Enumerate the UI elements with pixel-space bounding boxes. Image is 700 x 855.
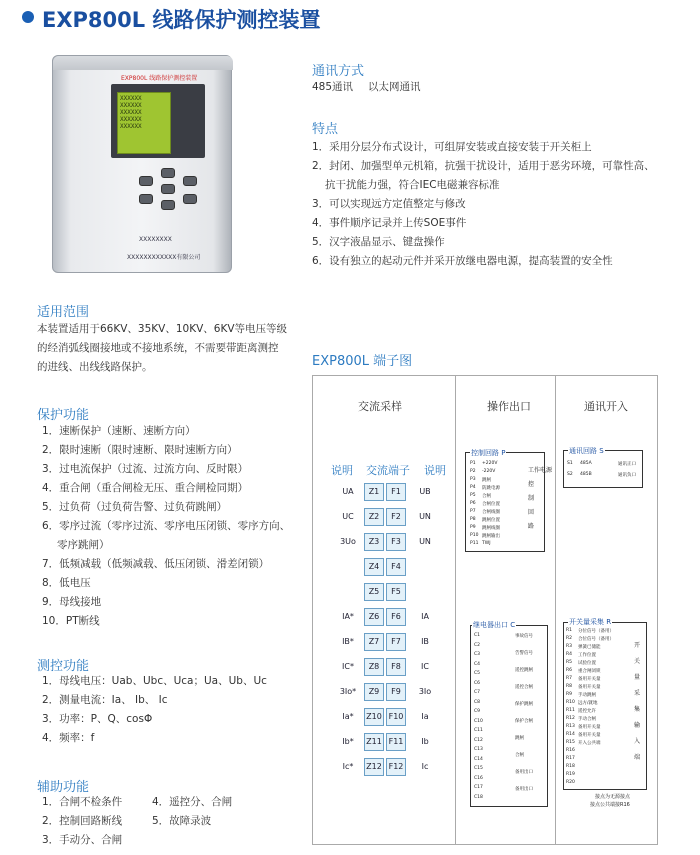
key-left-icon	[139, 176, 153, 186]
lcd-line: XXXXXX	[120, 123, 142, 130]
switch-row-desc: 重合闸闭锁	[578, 669, 601, 674]
relay-row-desc: 遥控跳闸	[515, 668, 533, 673]
aux-list-right	[152, 793, 232, 831]
ac-terminal-z: Z3	[364, 533, 384, 551]
switch-note: 接点公共端接R16	[590, 802, 630, 808]
ac-left-desc: IA*	[342, 612, 354, 621]
switch-row-desc: 备用开关量	[578, 725, 601, 730]
key-right-icon	[183, 176, 197, 186]
comm-heading: 通讯方式	[312, 64, 365, 79]
switch-row-id: R9	[566, 692, 572, 697]
ac-right-desc: Ib	[421, 737, 429, 746]
keypad	[139, 168, 199, 228]
scope-line: 本装置适用于66KV、35KV、10KV、6KV等电压等级	[37, 323, 288, 335]
switch-side-label: 集	[634, 706, 641, 713]
ac-terminal-z: Z4	[364, 558, 384, 576]
ac-right-desc: UB	[419, 487, 431, 496]
measure-item: 1．母线电压：Uab、Ubc、Uca；Ua、Ub、Uc	[42, 675, 267, 687]
aux-item: 5．故障录波	[152, 815, 212, 827]
feature-item: 抗干扰能力强，符合IEC电磁兼容标准	[325, 179, 500, 191]
switch-row-id: R7	[566, 676, 572, 681]
ac-terminal-f: F2	[386, 508, 406, 526]
relay-row-desc: 保护合闸	[515, 719, 533, 724]
ac-right-desc: UN	[419, 512, 431, 521]
comm-row-desc: 485B	[580, 472, 592, 477]
ctrl-row-id: P7	[470, 509, 476, 514]
ac-terminal-f: F10	[386, 708, 406, 726]
relay-box-title: 继电器出口 C	[473, 621, 516, 629]
measure-item: 4．频率：f	[42, 732, 95, 744]
ac-terminal-z: Z1	[364, 483, 384, 501]
title-bullet-icon	[22, 11, 34, 23]
protection-item: 10．PT断线	[42, 615, 100, 627]
diagram-divider	[455, 375, 456, 845]
sub-left-heading: 说明	[331, 464, 353, 477]
switch-row-desc: 手动合闸	[578, 717, 596, 722]
comm-item: 以太网通讯	[368, 81, 421, 93]
switch-row-id: R15	[566, 740, 575, 745]
ac-terminal-f: F7	[386, 633, 406, 651]
relay-row-id: C7	[474, 690, 481, 695]
ac-terminal-z: Z10	[364, 708, 384, 726]
switch-side-label: 采	[634, 690, 641, 697]
relay-row-id: C18	[474, 794, 483, 800]
measure-list	[42, 672, 267, 748]
switch-row-id: R14	[566, 732, 575, 737]
switch-row-id: R8	[566, 684, 572, 689]
switch-row-id: R19	[566, 772, 575, 777]
comm-box-title: 通讯回路 S	[569, 447, 604, 455]
protection-item: 零序跳闸）	[57, 539, 110, 551]
relay-row-id: C1	[474, 633, 481, 638]
switch-note: 接点为无源接点	[595, 794, 631, 800]
protection-item: 6．零序过流（零序过流、零序电压闭锁、零序方向、	[42, 520, 291, 532]
comm-row-id: S1	[567, 461, 573, 466]
protection-item: 8．低电压	[42, 577, 91, 589]
aux-heading: 辅助功能	[37, 780, 90, 795]
ac-left-desc: 3Uo	[340, 537, 356, 546]
ctrl-row-id: P9	[470, 525, 476, 530]
comm-row-side: 通讯正口	[618, 462, 636, 467]
diagram-divider	[555, 375, 556, 845]
ctrl-row-id: P3	[470, 477, 476, 482]
lcd-line: XXXXXX	[120, 109, 142, 116]
key-reset-icon	[183, 194, 197, 204]
ctrl-row-id: P11	[470, 541, 479, 546]
comm-row-desc: 485A	[580, 461, 592, 466]
sub-right-heading: 说明	[424, 464, 446, 477]
ac-right-desc: 3Io	[418, 687, 432, 696]
ctrl-row-id: P2	[470, 469, 476, 474]
switch-row-id: R4	[566, 652, 572, 657]
page-title: EXP800L 线路保护测控装置	[42, 8, 321, 32]
switch-row-desc: 遥控允许	[578, 709, 596, 714]
relay-row-desc: 备用出口	[515, 787, 533, 792]
ac-left-desc: UA	[342, 487, 354, 496]
ctrl-row-id: P6	[470, 501, 476, 506]
ac-terminal-f: F8	[386, 658, 406, 676]
scope-line: 的进线、出线线路保护。	[37, 361, 153, 373]
ac-terminal-z: Z12	[364, 758, 384, 776]
measure-item: 3．功率：P、Q、cosΦ	[42, 713, 153, 725]
relay-row-id: C9	[474, 709, 481, 714]
relay-row-id: C4	[474, 661, 481, 667]
feature-item: 6．设有独立的起动元件并采开放继电器电源，提高装置的安全性	[312, 255, 613, 267]
relay-row-id: C16	[474, 775, 483, 781]
comm-item: 485通讯	[312, 81, 354, 93]
switch-row-id: R3	[566, 644, 572, 649]
relay-row-id: C10	[474, 718, 483, 724]
relay-row-id: C17	[474, 785, 483, 790]
ctrl-row-desc: 合闸	[482, 494, 491, 499]
relay-row-desc: 事故信号	[515, 634, 533, 639]
ac-right-desc: IB	[421, 637, 429, 646]
ac-terminal-z: Z7	[364, 633, 384, 651]
ctrl-row-desc: TWJ	[482, 541, 491, 546]
switch-row-desc: 分位信号（备用）	[578, 629, 614, 634]
scope-text	[37, 320, 287, 377]
ac-left-desc: Ic*	[342, 762, 354, 771]
switch-row-desc: 备用开关量	[578, 685, 601, 690]
switch-row-desc: 工作位置	[578, 653, 596, 658]
relay-row-id: C14	[474, 756, 483, 762]
ctrl-side-label: 路	[528, 523, 535, 530]
relay-row-id: C6	[474, 680, 481, 686]
relay-row-id: C5	[474, 671, 481, 676]
relay-row-id: C11	[474, 728, 483, 733]
relay-row-id: C3	[474, 652, 481, 657]
switch-row-desc: 备用开关量	[578, 677, 601, 682]
device-panel-label: EXP800L 线路保护测控装置	[121, 75, 198, 82]
key-down-icon	[161, 200, 175, 210]
ac-right-desc: IA	[421, 612, 429, 621]
col-op-heading: 操作出口	[487, 400, 531, 413]
sub-mid-heading: 交流端子	[366, 464, 410, 477]
protection-item: 2．限时速断（限时速断、限时速断方向）	[42, 444, 238, 456]
switch-row-id: R10	[566, 700, 575, 705]
ctrl-row-id: P8	[470, 517, 476, 522]
aux-item: 1．合闸不检条件	[42, 796, 123, 808]
ctrl-row-desc: +220V	[482, 461, 498, 466]
relay-row-desc: 合闸	[515, 753, 524, 758]
switch-row-id: R17	[566, 756, 575, 761]
relay-row-id: C15	[474, 766, 483, 771]
ac-left-desc: IB*	[342, 637, 354, 646]
ac-terminal-f: F9	[386, 683, 406, 701]
switch-row-id: R13	[566, 724, 575, 729]
key-enter-icon	[161, 184, 175, 194]
aux-item: 3．手动分、合闸	[42, 834, 123, 846]
protection-item: 5．过负荷（过负荷告警、过负荷跳闸）	[42, 501, 228, 513]
lcd-line: XXXXXX	[120, 102, 142, 109]
col-comm-heading: 通讯开入	[584, 400, 628, 413]
comm-row-id: S2	[567, 472, 573, 477]
switch-side-label: 入	[634, 738, 641, 745]
protection-item: 4．重合闸（重合闸检无压、重合闸检同期）	[42, 482, 249, 494]
switch-side-label: 开	[634, 642, 641, 649]
switch-row-id: R1	[566, 628, 572, 633]
feature-item: 3．可以实现远方定值整定与修改	[312, 198, 466, 210]
protection-item: 9．母线接地	[42, 596, 102, 608]
ctrl-row-desc: 跳闸输出	[482, 534, 500, 539]
relay-row-id: C13	[474, 747, 483, 752]
ctrl-row-id: P1	[470, 461, 476, 466]
measure-item: 2．测量电流：Ia、 Ib、 Ic	[42, 694, 168, 706]
switch-row-id: R16	[566, 748, 575, 753]
switch-row-desc: 备用开关量	[578, 733, 601, 738]
switch-row-id: R18	[566, 764, 575, 769]
protection-item: 1．速断保护（速断、速断方向）	[42, 425, 196, 437]
switch-row-id: R5	[566, 660, 572, 665]
ctrl-box-title: 控制回路 P	[471, 449, 506, 457]
ac-terminal-f: F5	[386, 583, 406, 601]
device-brand: XXXXXXXX	[139, 236, 172, 243]
features-list	[312, 138, 655, 271]
relay-row-desc: 保护跳闸	[515, 702, 533, 707]
feature-item: 1．采用分层分布式设计，可组屏安装或直接安装于开关柜上	[312, 141, 592, 153]
scope-heading: 适用范围	[37, 305, 90, 320]
terminal-heading: EXP800L 端子图	[312, 354, 413, 369]
ac-left-desc: Ib*	[342, 737, 354, 746]
ac-terminal-f: F12	[386, 758, 406, 776]
scope-line: 的经消弧线圈接地或不接地系统，不需要带距离测控	[37, 342, 279, 354]
ac-left-desc: Ia*	[342, 712, 354, 721]
col-ac-heading: 交流采样	[358, 400, 402, 413]
ctrl-row-desc: 合闸位置	[482, 502, 500, 507]
switch-row-desc: 远方/就地	[578, 701, 598, 706]
ac-terminal-z: Z5	[364, 583, 384, 601]
feature-item: 2．封闭、加强型单元机箱，抗强干扰设计，适用于恶劣环境，可靠性高、	[312, 160, 655, 172]
relay-row-id: C12	[474, 737, 483, 743]
ctrl-row-desc: 跳闸线圈	[482, 526, 500, 531]
ctrl-side-label: 制	[528, 495, 535, 502]
ac-terminal-f: F4	[386, 558, 406, 576]
ac-terminal-f: F1	[386, 483, 406, 501]
switch-row-desc: 弹簧已储能	[578, 645, 601, 650]
device-company: XXXXXXXXXXXX有限公司	[127, 254, 201, 261]
switch-row-desc: 试验位置	[578, 661, 596, 666]
switch-row-id: R11	[566, 708, 575, 713]
switch-side-label: 端	[634, 754, 641, 761]
relay-row-desc: 告警信号	[515, 651, 533, 656]
ac-right-desc: IC	[421, 662, 429, 671]
relay-row-desc: 遥控合闸	[515, 685, 533, 690]
measure-heading: 测控功能	[37, 659, 90, 674]
switch-box-title: 开关量采集 R	[569, 618, 612, 626]
switch-row-id: R6	[566, 668, 572, 673]
ac-terminal-f: F6	[386, 608, 406, 626]
feature-item: 5．汉字液晶显示、键盘操作	[312, 236, 445, 248]
ac-terminal-f: F3	[386, 533, 406, 551]
ac-terminal-z: Z8	[364, 658, 384, 676]
device-photo	[52, 55, 232, 273]
ctrl-side-label: 工作电源	[528, 467, 553, 474]
switch-side-label: 量	[634, 674, 641, 681]
comm-row-side: 通讯负口	[618, 473, 636, 478]
aux-item: 4．遥控分、合闸	[152, 796, 233, 808]
ctrl-row-desc: 跳闸位置	[482, 518, 500, 523]
ctrl-side-label: 控	[528, 481, 535, 488]
protection-list	[42, 422, 290, 631]
ctrl-row-id: P4	[470, 485, 476, 490]
ctrl-row-desc: 跳闸	[482, 478, 491, 483]
lcd-screen	[117, 92, 171, 154]
switch-row-id: R12	[566, 716, 575, 721]
ac-right-desc: Ia	[421, 712, 429, 721]
ctrl-row-desc: 防跳电源	[482, 486, 500, 491]
relay-row-id: C8	[474, 699, 481, 705]
lcd-line: XXXXXX	[120, 95, 142, 102]
ac-right-desc: UN	[419, 537, 431, 546]
feature-item: 4．事件顺序记录并上传SOE事件	[312, 217, 467, 229]
features-heading: 特点	[312, 122, 339, 137]
relay-row-desc: 备用出口	[515, 770, 533, 775]
switch-row-desc: 开入公共端	[578, 741, 601, 746]
ctrl-row-desc: -220V	[482, 469, 496, 474]
switch-row-desc: 手动跳闸	[578, 693, 596, 698]
protection-item: 3．过电流保护（过流、过流方向、反时限）	[42, 463, 249, 475]
protection-item: 7．低频减载（低频减载、低压闭锁、滑差闭锁）	[42, 558, 270, 570]
relay-row-desc: 跳闸	[515, 736, 524, 741]
ctrl-row-id: P5	[470, 493, 476, 498]
key-up-icon	[161, 168, 175, 178]
ac-left-desc: IC*	[342, 662, 354, 671]
ctrl-row-desc: 合闸线圈	[482, 510, 500, 515]
ac-terminal-z: Z9	[364, 683, 384, 701]
switch-row-id: R2	[566, 636, 572, 641]
switch-side-label: 输	[634, 722, 641, 729]
ac-left-desc: UC	[342, 512, 354, 521]
switch-side-label: 关	[634, 658, 641, 665]
ac-right-desc: Ic	[421, 762, 429, 771]
ac-terminal-z: Z2	[364, 508, 384, 526]
ac-terminal-z: Z6	[364, 608, 384, 626]
ctrl-side-label: 回	[528, 509, 535, 516]
aux-item: 2．控制回路断线	[42, 815, 123, 827]
relay-row-id: C2	[474, 642, 481, 648]
switch-row-desc: 合位信号（备用）	[578, 637, 614, 642]
device-top-bar	[53, 56, 233, 70]
ctrl-row-id: P10	[470, 533, 479, 538]
switch-row-id: R20	[566, 780, 575, 785]
protection-heading: 保护功能	[37, 408, 90, 423]
ac-left-desc: 3Io*	[339, 687, 357, 696]
aux-list-left	[42, 793, 122, 850]
key-esc-icon	[139, 194, 153, 204]
lcd-line: XXXXXX	[120, 116, 142, 123]
ac-terminal-z: Z11	[364, 733, 384, 751]
ac-terminal-f: F11	[386, 733, 406, 751]
